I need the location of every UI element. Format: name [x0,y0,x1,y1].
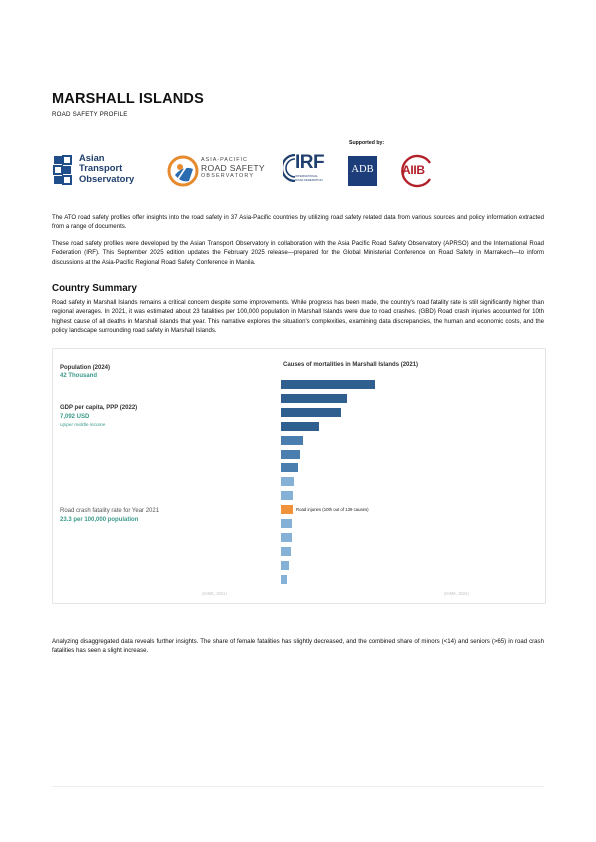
gdp-label: GDP per capita, PPP (2022) [60,405,138,411]
chart-bar-road-injuries [281,505,293,514]
ato-logo [52,153,147,189]
chart-bar [281,491,293,500]
intro-paragraph-1: The ATO road safety profiles offer insights into the road safety in 37 Asia-Pacific countries by utilizing road safety related data from various sources and policy information extracted from a range of documents. [52,214,544,231]
population-label: Population (2024) [60,365,111,371]
ato-logo-line1: Asian [79,152,105,163]
country-summary-text: Road safety in Marshall Islands remains a critical concern despite some improvements. While progress has been made, the country's road fatality rate is still significantly higher than regional averages. In 2021, it was estimated about 23 fatalities per 100,000 population in Marshall Islands were due to road crashes. (GBD) Road crash injuries accounted for 10th highest cause of all deaths in Marshall islands that year. This narrative explores the situation's complexities, examining data discrepancies, the human and economic costs, and the policy landscape surrounding road safety in Marshall Islands. [52,299,544,335]
chart-bar [281,436,303,445]
source-left: (IHME, 2021) [202,591,227,596]
chart-bar [281,408,341,417]
supported-by-label: Supported by: [349,140,385,146]
source-right: (IHME, 2024) [444,591,469,596]
adb-logo [348,156,377,186]
aiib-mark: AIIB [402,163,425,177]
footer-divider [52,786,544,787]
chart-title: Causes of mortalities in Marshall Islands (2021) [283,362,419,368]
chart-bar [281,450,300,459]
chart-bar [281,533,292,542]
adb-mark: ADB [351,164,374,175]
page-subtitle: ROAD SAFETY PROFILE [52,111,128,118]
chart-bar [281,575,287,584]
country-summary-heading: Country Summary [52,283,137,294]
chart-bar [281,477,294,486]
gdp-income-note: Upper middle income [60,423,106,428]
intro-paragraph-2: These road safety profiles were developed by the Asian Transport Observatory in collaboration with the Asia Pacific Road Safety Observatory (APRSO) and the International Road Federation (IRF). This September 2025 edition updates the February 2025 release—prepared for the Global Ministerial Conference on Road Safety in Marrakech—to inform discussions at the Asia-Pacific Regional Road Safety Conference in Manila. [52,240,544,266]
chart-bar [281,519,292,528]
ato-logo-line2: Transport [79,162,123,174]
population-value: 42 Thousand [60,373,98,379]
fatality-rate-value: 23.3 per 100,000 population [60,517,139,523]
aprso-logo [167,155,267,189]
chart-bar [281,561,289,570]
aprso-line1: ASIA-PACIFIC [201,157,248,163]
chart-bar [281,380,375,389]
irf-line2: ROAD FEDERATION [295,177,323,182]
fatality-rate-label: Road crash fatality rate for Year 2021 [60,508,160,514]
gdp-value: 7,092 USD [60,414,90,420]
aprso-line3: OBSERVATORY [201,173,255,179]
aiib-logo [399,154,435,188]
aprso-globe-icon [167,155,199,187]
aprso-line2: ROAD SAFETY [201,163,265,173]
irf-line1: INTERNATIONAL [295,174,318,178]
irf-mark: IRF [295,152,325,173]
closing-paragraph: Analyzing disaggregated data reveals further insights. The share of female fatalities has slightly decreased, and the combined share of minors (<14) and seniors (>65) in road crash fatalities has seen a slight increase. [52,638,544,655]
page-title: MARSHALL ISLANDS [52,91,204,107]
irf-logo [283,152,331,188]
ato-logo-icon [52,154,78,188]
chart-bar [281,394,347,403]
chart-bar [281,422,319,431]
chart-bar [281,547,291,556]
ato-logo-line3: Observatory [79,172,135,184]
mortality-causes-chart [281,380,531,590]
road-injuries-annotation: Road injuries (10th out of 139 causes) [296,507,369,513]
chart-bar [281,463,298,472]
